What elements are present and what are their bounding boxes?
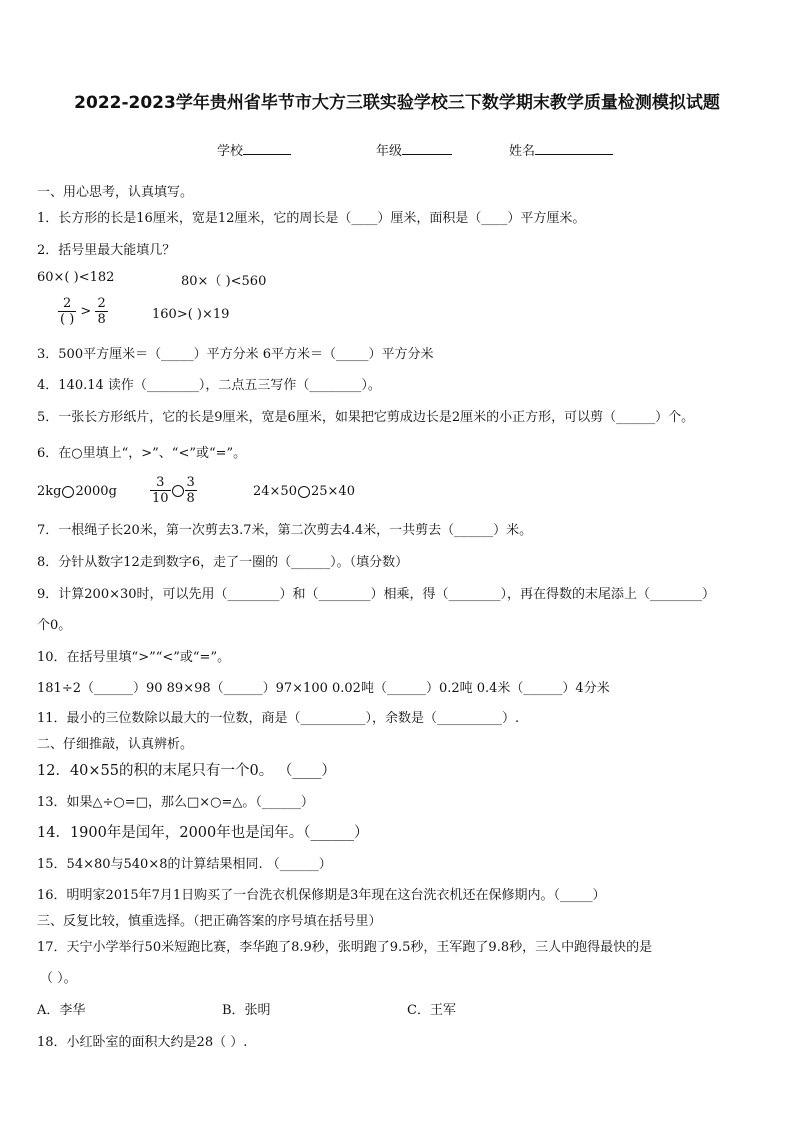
school-blank xyxy=(243,142,291,155)
grade-blank xyxy=(402,142,452,155)
question-12: 12．40×55的积的末尾只有一个0。 （____） xyxy=(37,763,336,779)
circle-blank xyxy=(172,485,184,497)
question-6c xyxy=(253,484,355,499)
fraction-denominator: 10 xyxy=(152,491,169,506)
fraction-left xyxy=(58,296,76,327)
question-16: 16．明明家2015年7月1日购买了一台洗衣机保修期是3年现在这台洗衣机还在保修期内。（_____） xyxy=(37,888,606,903)
section-1-heading: 一、用心思考，认真填写。 xyxy=(37,185,194,200)
section-3-heading: 三、反复比较，慎重选择。（把正确答案的序号填在括号里） xyxy=(37,914,382,929)
question-17-answer-blank: （ ）。 xyxy=(40,971,77,986)
grade-field xyxy=(376,140,452,159)
compare-right: 25×40 xyxy=(310,484,355,499)
question-1: 1．长方形的长是16厘米，宽是12厘米，它的周长是（____）厘米，面积是（____）平方厘米。 xyxy=(37,211,586,226)
question-2b: 80×（ )<560 xyxy=(181,274,267,289)
question-11: 11．最小的三位数除以最大的一位数，商是（__________），余数是（__________）. xyxy=(37,711,520,726)
question-6a xyxy=(37,484,117,499)
name-blank xyxy=(535,142,613,155)
fraction-denominator: 8 xyxy=(97,312,106,327)
circle-blank xyxy=(298,486,310,498)
question-9-continued: 个0。 xyxy=(37,618,72,633)
fraction-numerator: 3 xyxy=(186,475,195,490)
question-10a: 181÷2（______）90 89×98（______）97×100 0.02吨（______）0.2吨 0.4米（______）4分米 xyxy=(37,681,610,696)
question-2a: 60×( )<182 xyxy=(37,270,115,285)
question-13: 13．如果△÷○=□，那么□×○=△。（______） xyxy=(37,795,314,810)
option-c: C．王军 xyxy=(407,1003,456,1018)
fraction-numerator: 3 xyxy=(156,475,165,490)
question-18: 18．小红卧室的面积大约是28（ ）. xyxy=(37,1035,248,1050)
question-8: 8．分针从数字12走到数字6，走了一圈的（______）。（填分数） xyxy=(37,555,409,570)
fraction-right xyxy=(95,296,107,327)
compare-left: 24×50 xyxy=(253,484,297,499)
name-field xyxy=(509,140,613,159)
fraction-left xyxy=(150,475,171,506)
option-a: A．李华 xyxy=(37,1003,86,1018)
fraction-denominator: 8 xyxy=(186,491,195,506)
question-10: 10．在括号里填“>”“<”或“=”。 xyxy=(37,650,231,665)
question-3: 3．500平方厘米＝（_____）平方分米 6平方米＝（_____）平方分米 xyxy=(37,347,434,362)
question-17: 17．天宁小学举行50米短跑比赛，李华跑了8.9秒，张明跑了9.5秒，王军跑了9.8秒，三人中跑得最快的是 xyxy=(37,940,653,955)
name-label: 姓名 xyxy=(509,144,536,159)
compare-right: 2000g xyxy=(75,484,117,499)
greater-than-sign: > xyxy=(80,304,92,319)
question-2d: 160>( )×19 xyxy=(152,307,230,322)
question-2: 2．括号里最大能填几？ xyxy=(37,243,176,258)
section-2-heading: 二、仔细推敲，认真辨析。 xyxy=(37,737,194,752)
question-6: 6．在○里填上“，>”、“<”或“=”。 xyxy=(37,446,247,461)
question-2c xyxy=(58,296,108,327)
compare-left: 2kg xyxy=(37,484,62,499)
question-7: 7．一根绳子长20米，第一次剪去3.7米，第二次剪去4.4米，一共剪去（______）米。 xyxy=(37,523,533,538)
question-15: 15．54×80与540×8的计算结果相同. （______） xyxy=(37,857,332,872)
school-field xyxy=(217,140,291,159)
grade-label: 年级 xyxy=(376,144,403,159)
question-14: 14．1900年是闰年，2000年也是闰年。（______） xyxy=(37,825,369,841)
question-4: 4．140.14 读作（________），二点五三写作（________）。 xyxy=(37,378,381,393)
fraction-numerator: 2 xyxy=(97,296,106,311)
fraction-numerator: 2 xyxy=(63,296,72,311)
question-9: 9．计算200×30时，可以先用（________）和（________）相乘，得（________），再在得数的末尾添上（________） xyxy=(37,587,716,602)
school-label: 学校 xyxy=(217,144,244,159)
fraction-denominator: ( ) xyxy=(60,312,75,327)
option-b: B．张明 xyxy=(222,1003,271,1018)
page-title: 2022-2023学年贵州省毕节市大方三联实验学校三下数学期末教学质量检测模拟试题 xyxy=(74,93,720,113)
circle-blank xyxy=(62,486,74,498)
question-5: 5．一张长方形纸片，它的长是9厘米，宽是6厘米，如果把它剪成边长是2厘米的小正方形，可以剪（______）个。 xyxy=(37,410,695,425)
fraction-right xyxy=(185,475,197,506)
question-6b xyxy=(150,475,197,506)
